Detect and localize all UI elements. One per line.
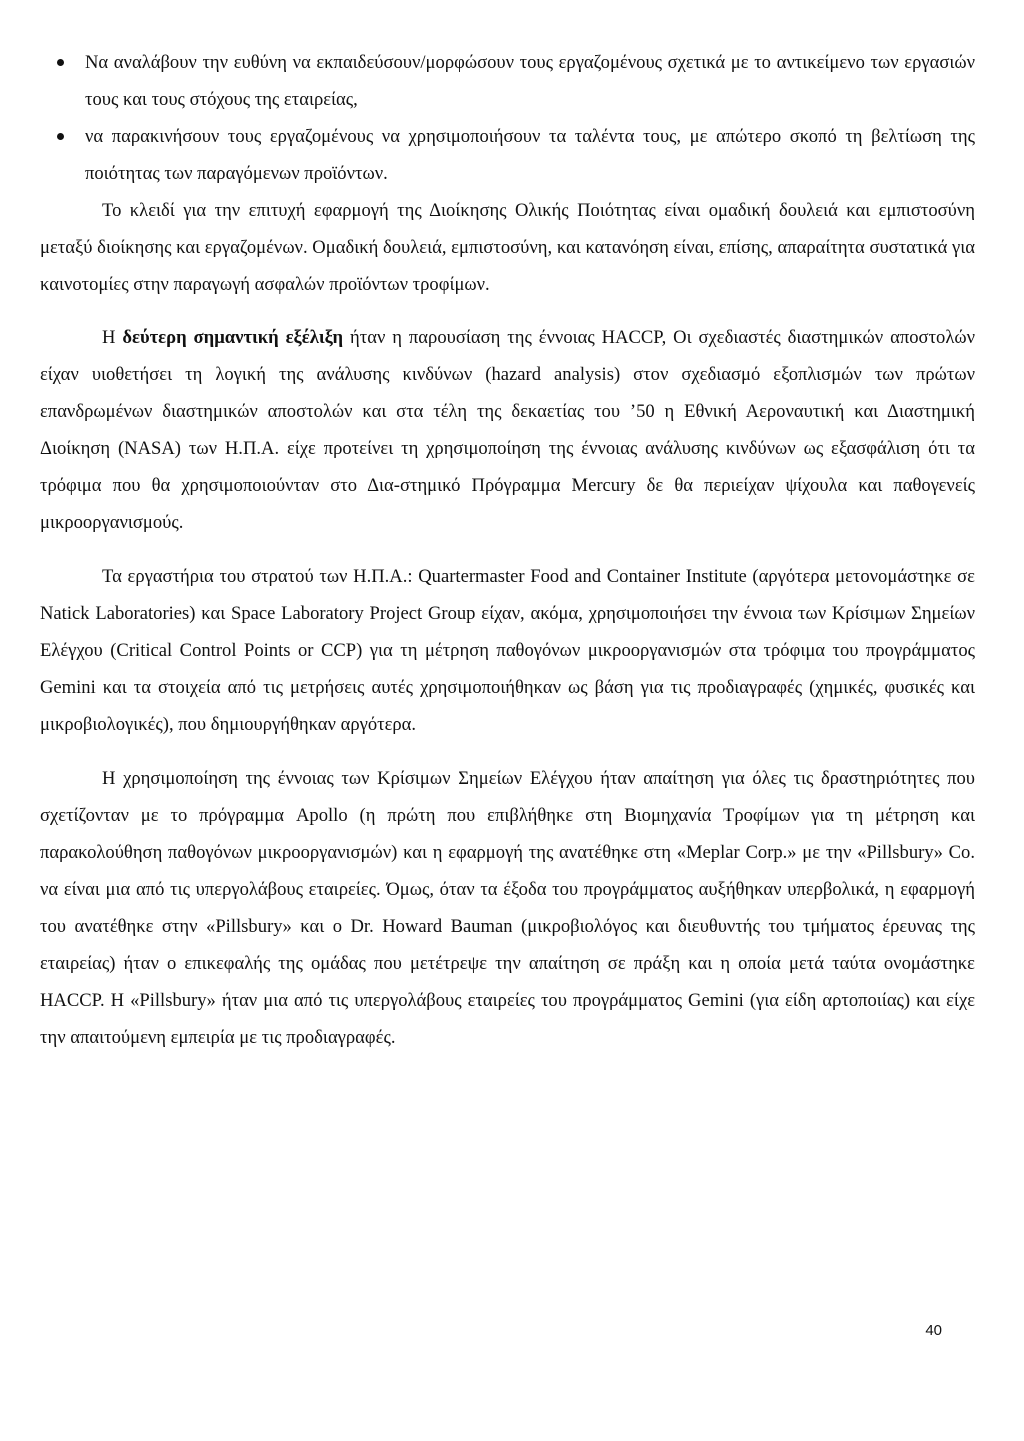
bullet-icon <box>57 59 64 66</box>
page-body <box>40 44 975 1056</box>
bold-phrase: δεύτερη σημαντική εξέλιξη <box>122 327 344 348</box>
paragraph-lead: Η <box>102 327 116 348</box>
bullet-item <box>40 44 975 118</box>
bullet-text: Να αναλάβουν την ευθύνη να εκπαιδεύσουν/μορφώσουν τους εργαζομένους σχετικά με το αντικείμενο των εργασιών τους και τους στόχους της εταιρείας, <box>85 52 975 110</box>
bullet-item <box>40 118 975 192</box>
bullet-text: να παρακινήσουν τους εργαζομένους να χρησιμοποιήσουν τα ταλέντα τους, με απώτερο σκοπό τη βελτίωση της ποιότητας των παραγόμενων προϊόντων. <box>85 126 975 184</box>
bullet-icon <box>57 133 64 140</box>
paragraph-ccp-use: Η χρησιμοποίηση της έννοιας των Κρίσιμων Σημείων Ελέγχου ήταν απαίτηση για όλες τις δραστηριότητες που σχετίζονταν με το πρόγραμμα Apollo (η πρώτη που επιβλήθηκε στη Βιομηχανία Τροφίμων για τη μέτρηση και παρακολούθηση παθογόνων μικροοργανισμών) και η εφαρμογή της ανατέθηκε στη «Meplar Corp.» με την «Pillsbury» Co. να είναι μια από τις υπεργολάβους εταιρείες. Όμως, όταν τα έξοδα του προγράμματος αυξήθηκαν υπερβολικά, η εφαρμογή του ανατέθηκε στην «Pillsbury» και ο Dr. Howard Bauman (μικροβιολόγος και διευθυντής του τμήματος έρευνας της εταιρείας) ήταν ο επικεφαλής της ομάδας που μετέτρεψε την απαίτηση σε πράξη και η οποία μετά ταύτα ονομάστηκε HACCP. Η «Pillsbury» ήταν μια από τις υπεργολάβους εταιρείες του προγράμματος Gemini (για είδη αρτοποιίας) και είχε την απαιτούμενη εμπειρία με τις προδιαγραφές. <box>40 768 975 1048</box>
page-number: 40 <box>925 1322 942 1339</box>
paragraph-key-to-tqm: Το κλειδί για την επιτυχή εφαρμογή της Διοίκησης Ολικής Ποιότητας είναι ομαδική δουλειά και εμπιστοσύνη μεταξύ διοίκησης και εργαζομένων. Ομαδική δουλειά, εμπιστοσύνη, και κατανόηση είναι, επίσης, απαραίτητα συστατικά για καινοτομίες στην παραγωγή ασφαλών προϊόντων τροφίμων. <box>40 200 975 295</box>
bullet-list <box>40 44 975 192</box>
paragraph-second-development <box>40 319 975 541</box>
paragraph-army-labs: Τα εργαστήρια του στρατού των Η.Π.Α.: Quartermaster Food and Container Institute (αργότερα μετονομάστηκε σε Natick Laboratories) και Space Laboratory Project Group είχαν, ακόμα, χρησιμοποιήσει την έννοια των Κρίσιμων Σημείων Ελέγχου (Critical Control Points or CCP) για τη μέτρηση παθογόνων μικροοργανισμών στα τρόφιμα του προγράμματος Gemini και τα στοιχεία από τις μετρήσεις αυτές χρησιμοποιήθηκαν ως βάση για τις προδιαγραφές (χημικές, φυσικές και μικροβιολογικές), που δημιουργήθηκαν αργότερα. <box>40 566 975 735</box>
paragraph-rest: ήταν η παρουσίαση της έννοιας HACCP, Οι σχεδιαστές διαστημικών αποστολών είχαν υιοθετήσει τη λογική της ανάλυσης κινδύνων (hazard analysis) στον σχεδιασμό εξοπλισμών των πρώτων επανδρωμένων διαστημικών αποστολών και στα τέλη της δεκαετίας του ’50 η Εθνική Αεροναυτική και Διαστημική Διοίκηση (NASA) των Η.Π.Α. είχε προτείνει τη χρησιμοποίηση της έννοιας ανάλυσης κινδύνων ως εξασφάλιση ότι τα τρόφιμα που θα χρησιμοποιούνταν στο Δια-στημικό Πρόγραμμα Mercury δε θα περιείχαν ψίχουλα και παθογενείς μικροοργανισμούς. <box>40 327 975 533</box>
